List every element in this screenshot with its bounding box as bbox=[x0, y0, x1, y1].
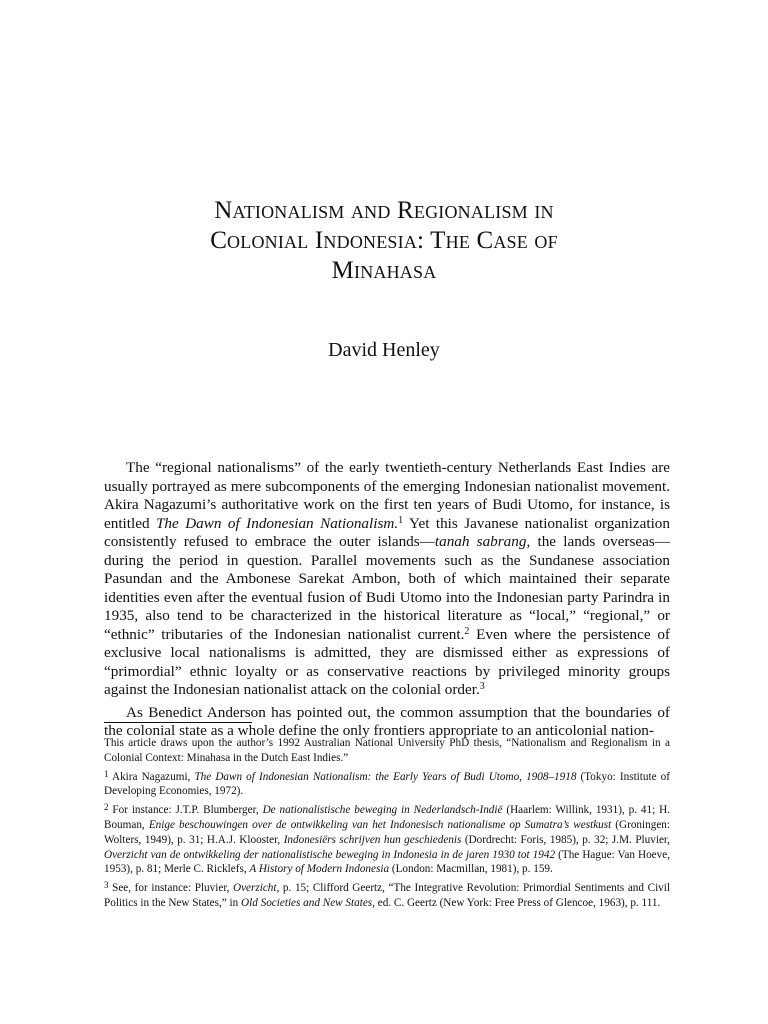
author-name: David Henley bbox=[328, 339, 440, 361]
footnote-3 bbox=[104, 881, 670, 911]
footnote-1 bbox=[104, 770, 670, 800]
footnote-text: (Dordrecht: Foris, 1985), p. 32; J.M. Pluvier, bbox=[461, 833, 670, 846]
footnote-divider bbox=[104, 722, 252, 723]
paragraph-1 bbox=[104, 459, 670, 700]
body-text bbox=[104, 459, 670, 741]
footnote-italic: Overzicht bbox=[233, 882, 277, 895]
paragraph-2: As Benedict Anderson has pointed out, the common assumption that the boundaries of the colonial state as a whole define the only frontiers appropriate to an anticolonial nation- bbox=[104, 703, 670, 739]
footnote-text: Akira Nagazumi, bbox=[108, 770, 195, 783]
footnote-italic: Old Societies and New States bbox=[241, 896, 373, 909]
footnote-ref-3[interactable]: 3 bbox=[479, 681, 485, 692]
footnote-italic: A History of Modern Indonesia bbox=[249, 863, 390, 876]
footnote-ref-2[interactable]: 2 bbox=[464, 625, 470, 637]
footnote-text: (The Hague: Van Hoeve, 1953), p. 81; Merle C. Ricklefs, bbox=[104, 848, 670, 876]
footnote-italic: Enige beschouwingen over de ontwikkeling van het Indonesisch nationalisme op Sumatra’s westkust bbox=[148, 818, 612, 831]
footnote-italic: De nationalistische beweging in Nederlandsch-Indië bbox=[262, 804, 503, 817]
title-line-1: Nationalism and Regionalism in bbox=[214, 197, 554, 224]
footnotes bbox=[104, 736, 670, 915]
article-title bbox=[100, 196, 668, 286]
footnote-intro: This article draws upon the author’s 1992 Australian National University PhD thesis, “Nationalism and Regionalism in a Colonial Context: Minahasa in the Dutch East Indies.” bbox=[104, 737, 670, 764]
footnote-italic: Indonesiërs schrijven hun geschiedenis bbox=[283, 833, 462, 846]
footnote-number: 2 bbox=[104, 802, 109, 813]
footnote-text: (London: Macmillan, 1981), p. 159. bbox=[389, 863, 553, 876]
p1-italic-term: tanah sabrang bbox=[434, 533, 527, 550]
footnote-text: , p. 15; Clifford Geertz, “The Integrative Revolution: Primordial Sentiments and Civil Politics in the New States,” in bbox=[104, 882, 670, 909]
footnote-text: , ed. C. Geertz (New York: Free Press of Glencoe, 1963), p. 111. bbox=[372, 896, 661, 909]
footnote-text: (Groningen: Wolters, 1949), p. 31; H.A.J. Klooster, bbox=[104, 818, 670, 846]
p1-text-d: Even where the persistence of exclusive local nationalisms is admitted, they are dismissed either as expressions of “primordial” ethnic loyalty or as conservative reactions by privileged minority groups against the Indonesian nationalist attack on the colonial order. bbox=[104, 625, 670, 698]
footnote-italic: Overzicht van de ontwikkeling der nationalistische beweging in Indonesia in de jaren 1930 tot 1942 bbox=[104, 848, 556, 861]
footnote-number: 1 bbox=[104, 768, 109, 779]
footnote-number: 3 bbox=[104, 880, 109, 891]
title-line-2: Colonial Indonesia: The Case of bbox=[210, 227, 558, 254]
p1-text-c: , the lands overseas—during the period in question. Parallel movements such as the Sundanese association Pasundan and the Ambonese Sarekat Ambon, both of which maintained their separate identities even after the eventual fusion of Budi Utomo into the Indonesian party Parindra in 1935, also tend to be characterized in the historical literature as “local,” “regional,” or “ethnic” tributaries of the Indonesian nationalist current. bbox=[104, 533, 670, 643]
footnote-italic: The Dawn of Indonesian Nationalism: the Early Years of Budi Utomo, 1908–1918 bbox=[194, 770, 577, 783]
footnote-text: (Haarlem: Willink, 1931), p. 41; H. Bouman, bbox=[104, 804, 670, 831]
footnote-2 bbox=[104, 803, 670, 877]
footnote-ref-1[interactable]: 1 bbox=[398, 514, 404, 526]
p1-italic-title: The Dawn of Indonesian Nationalism. bbox=[155, 514, 399, 532]
footnote-text: (Tokyo: Institute of Developing Economies, 1972). bbox=[104, 770, 670, 798]
footnote-text: For instance: J.T.P. Blumberger, bbox=[108, 804, 263, 817]
p1-text-b: Yet this Javanese nationalist organization consistently refused to embrace the outer islands— bbox=[104, 514, 670, 550]
title-line-3: Minahasa bbox=[331, 257, 437, 284]
footnote-text: See, for instance: Pluvier, bbox=[108, 882, 234, 895]
p1-text-a: The “regional nationalisms” of the early twentieth-century Netherlands East Indies are usually portrayed as mere subcomponents of the emerging Indonesian nationalist movement. Akira Nagazumi’s authoritative work on the first ten years of Budi Utomo, for instance, is entitled bbox=[104, 459, 670, 532]
